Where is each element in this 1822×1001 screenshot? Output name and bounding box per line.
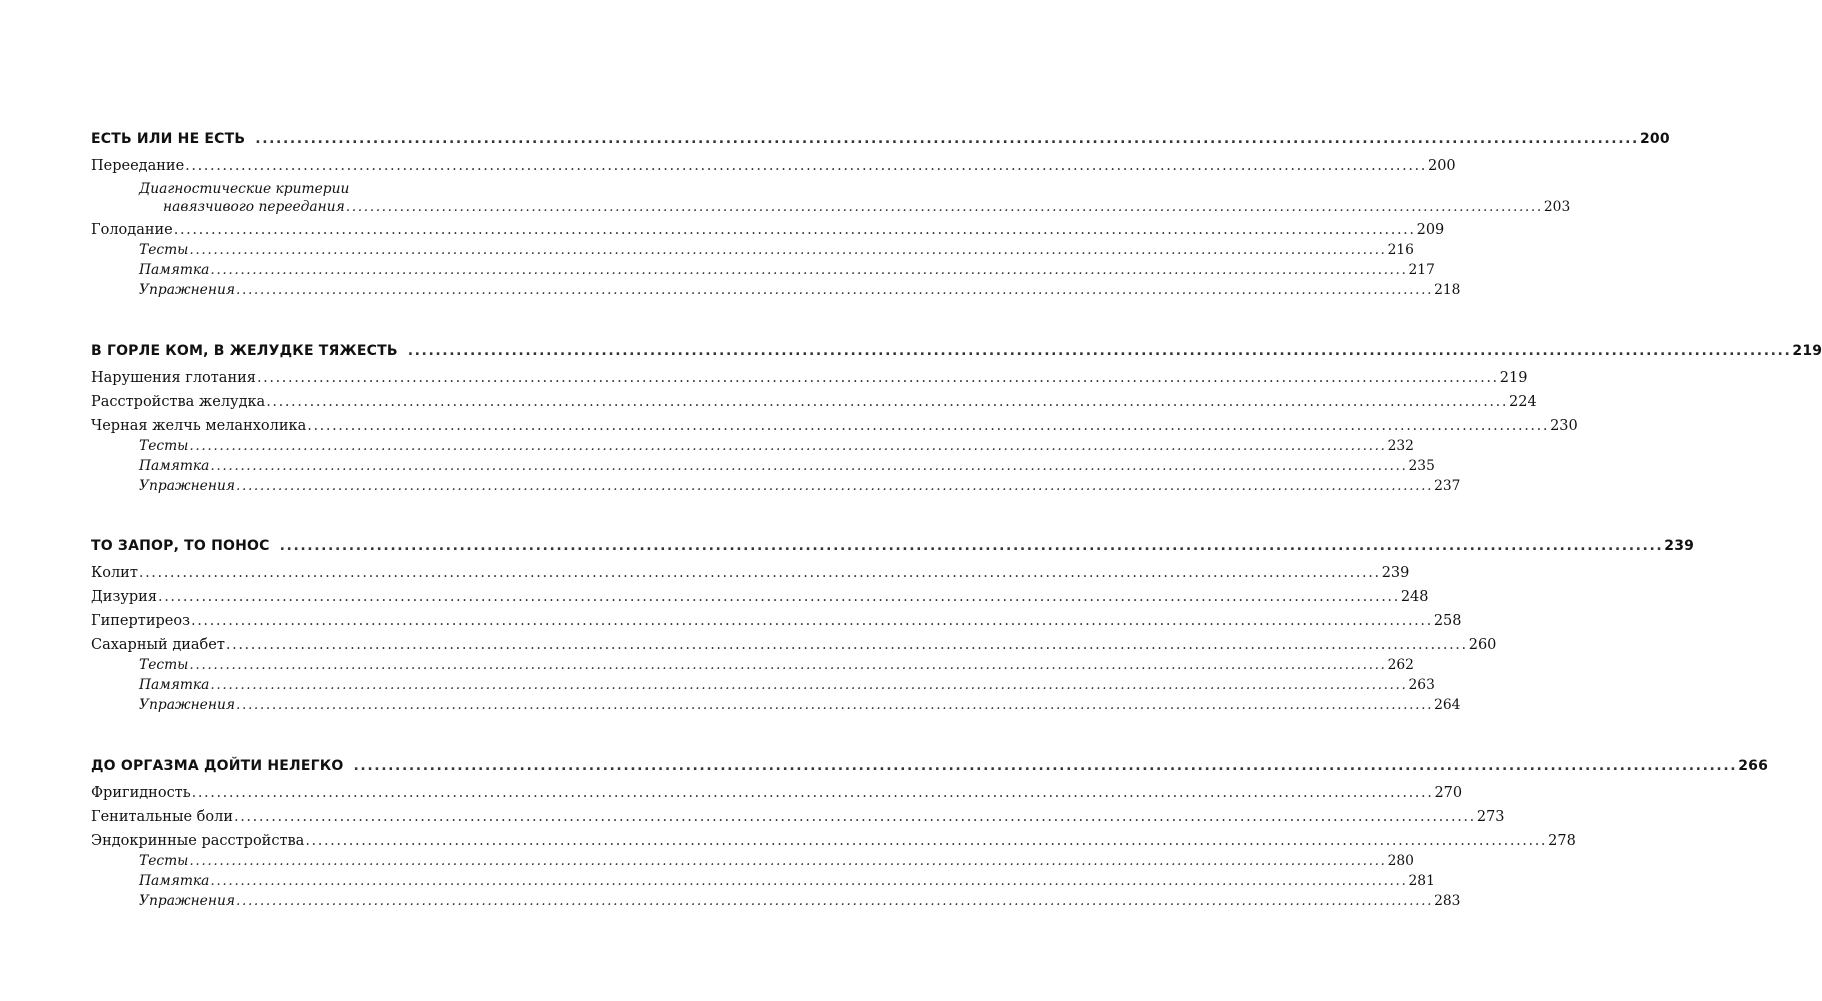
toc-entry (91, 833, 1576, 849)
section-title: ДО ОРГАЗМА ДОЙТИ НЕЛЕГКО (91, 758, 344, 774)
page-number: 266 (1738, 758, 1769, 774)
page-number: 224 (1509, 394, 1537, 410)
entry-title: Черная желчь меланхолика (91, 418, 307, 434)
entry-title: Памятка (139, 262, 210, 278)
entry-title: Памятка (139, 458, 210, 474)
entry-title: Фригидность (91, 785, 191, 801)
entry-title: Голодание (91, 222, 173, 238)
toc-entry (91, 370, 1528, 386)
entry-title: Сахарный диабет (91, 637, 225, 653)
leader-dots: ........................................................................................................................................................................................................ (235, 893, 1434, 909)
toc-subentry (91, 853, 1414, 869)
leader-dots: ........................................................................................................................................................................................................ (189, 853, 1387, 869)
entry-title: Эндокринные расстройства (91, 833, 305, 849)
toc-subentry (91, 697, 1461, 713)
leader-dots: ........................................................................................................................................................................................................ (235, 478, 1434, 494)
leader-dots: ........................................................................................................................................................................................................ (189, 657, 1387, 673)
entry-title: Памятка (139, 677, 210, 693)
page-number: 200 (1639, 131, 1670, 147)
toc-subentry (91, 242, 1414, 258)
toc-subentry (91, 262, 1435, 278)
page-number: 258 (1433, 613, 1462, 629)
toc-subentry (91, 657, 1414, 673)
entry-title: Тесты (139, 242, 189, 258)
leader-dots: ........................................................................................................................................................................................................ (345, 199, 1543, 215)
section-heading (91, 758, 1769, 774)
leader-dots: ........................................................................................................................................................................................................ (255, 131, 1639, 147)
leader-dots: ........................................................................................................................................................................................................ (210, 458, 1408, 474)
entry-title: навязчивого переедания (163, 199, 345, 215)
toc-entry (91, 809, 1505, 825)
leader-dots: ........................................................................................................................................................................................................ (210, 677, 1408, 693)
page-number: 248 (1400, 589, 1429, 605)
toc-entry (91, 158, 1456, 174)
leader-dots: ........................................................................................................................................................................................................ (210, 873, 1408, 889)
leader-dots: ........................................................................................................................................................................................................ (210, 262, 1408, 278)
page-number: 278 (1548, 833, 1576, 849)
toc-subentry (91, 893, 1461, 909)
leader-dots: ........................................................................................................................................................................................................ (138, 565, 1381, 581)
leader-dots: ........................................................................................................................................................................................................ (235, 282, 1434, 298)
page-number: 217 (1408, 262, 1435, 278)
toc-entry (91, 613, 1462, 629)
entry-title: Тесты (139, 853, 189, 869)
leader-dots: ........................................................................................................................................................................................................ (173, 222, 1416, 238)
entry-title: Генитальные боли (91, 809, 234, 825)
entry-title: Переедание (91, 158, 185, 174)
toc-subentry (91, 282, 1461, 298)
page-number: 218 (1434, 282, 1461, 298)
entry-title: Памятка (139, 873, 210, 889)
toc-entry (91, 394, 1537, 410)
leader-dots: ........................................................................................................................................................................................................ (190, 613, 1433, 629)
section-heading (91, 131, 1670, 147)
section-heading (91, 343, 1822, 359)
entry-title: Упражнения (139, 697, 235, 713)
leader-dots: ........................................................................................................................................................................................................ (158, 589, 1400, 605)
entry-title: Упражнения (139, 478, 235, 494)
entry-title: Нарушения глотания (91, 370, 256, 386)
page-number: 239 (1664, 538, 1695, 554)
toc-entry (91, 785, 1463, 801)
toc-entry (91, 222, 1445, 238)
page-number: 239 (1381, 565, 1410, 581)
leader-dots: ........................................................................................................................................................................................................ (307, 418, 1550, 434)
page-number: 203 (1543, 199, 1571, 215)
page-number: 263 (1408, 677, 1435, 693)
leader-dots: ........................................................................................................................................................................................................ (185, 158, 1427, 174)
leader-dots: ........................................................................................................................................................................................................ (234, 809, 1476, 825)
leader-dots: ........................................................................................................................................................................................................ (235, 697, 1434, 713)
section-title: В ГОРЛЕ КОМ, В ЖЕЛУДКЕ ТЯЖЕСТЬ (91, 343, 398, 359)
page-number: 281 (1408, 873, 1435, 889)
page-number: 260 (1468, 637, 1497, 653)
entry-title: Дизурия (91, 589, 157, 605)
page-number: 270 (1434, 785, 1463, 801)
toc-subentry (91, 438, 1414, 454)
entry-title: Колит (91, 565, 138, 581)
leader-dots: ........................................................................................................................................................................................................ (225, 637, 1468, 653)
entry-title: Тесты (139, 438, 189, 454)
toc-subentry (91, 677, 1435, 693)
page-number: 230 (1550, 418, 1578, 434)
page-number: 283 (1434, 893, 1461, 909)
section-title: ТО ЗАПОР, ТО ПОНОС (91, 538, 270, 554)
page-number: 237 (1434, 478, 1461, 494)
leader-dots: ........................................................................................................................................................................................................ (279, 538, 1664, 554)
leader-dots: ........................................................................................................................................................................................................ (407, 343, 1792, 359)
leader-dots: ........................................................................................................................................................................................................ (189, 242, 1387, 258)
toc-subentry (91, 478, 1461, 494)
page-number: 273 (1476, 809, 1505, 825)
page-number: 216 (1387, 242, 1414, 258)
page-number: 232 (1387, 438, 1414, 454)
page-number: 264 (1434, 697, 1461, 713)
entry-title: Упражнения (139, 893, 235, 909)
toc-entry (91, 637, 1497, 653)
toc-subentry (91, 873, 1435, 889)
leader-dots: ........................................................................................................................................................................................................ (189, 438, 1387, 454)
toc-entry (91, 565, 1410, 581)
entry-title: Тесты (139, 657, 189, 673)
toc-subentry (91, 458, 1435, 474)
entry-title: Гипертиреоз (91, 613, 190, 629)
entry-title: Расстройства желудка (91, 394, 266, 410)
page-number: 219 (1792, 343, 1822, 359)
page-number: 262 (1387, 657, 1414, 673)
page-number: 200 (1427, 158, 1456, 174)
section-title: ЕСТЬ ИЛИ НЕ ЕСТЬ (91, 131, 246, 147)
leader-dots: ........................................................................................................................................................................................................ (191, 785, 1434, 801)
leader-dots: ........................................................................................................................................................................................................ (266, 394, 1509, 410)
section-heading (91, 538, 1695, 554)
page-number: 219 (1499, 370, 1528, 386)
toc-entry (91, 418, 1578, 434)
page-number: 280 (1387, 853, 1414, 869)
toc-entry (91, 589, 1429, 605)
leader-dots: ........................................................................................................................................................................................................ (353, 758, 1738, 774)
entry-title: Упражнения (139, 282, 235, 298)
page-number: 235 (1408, 458, 1435, 474)
toc-subentry (91, 199, 1571, 215)
entry-title-line1: Диагностические критерии (139, 181, 350, 197)
leader-dots: ........................................................................................................................................................................................................ (305, 833, 1548, 849)
leader-dots: ........................................................................................................................................................................................................ (256, 370, 1499, 386)
page-number: 209 (1416, 222, 1445, 238)
